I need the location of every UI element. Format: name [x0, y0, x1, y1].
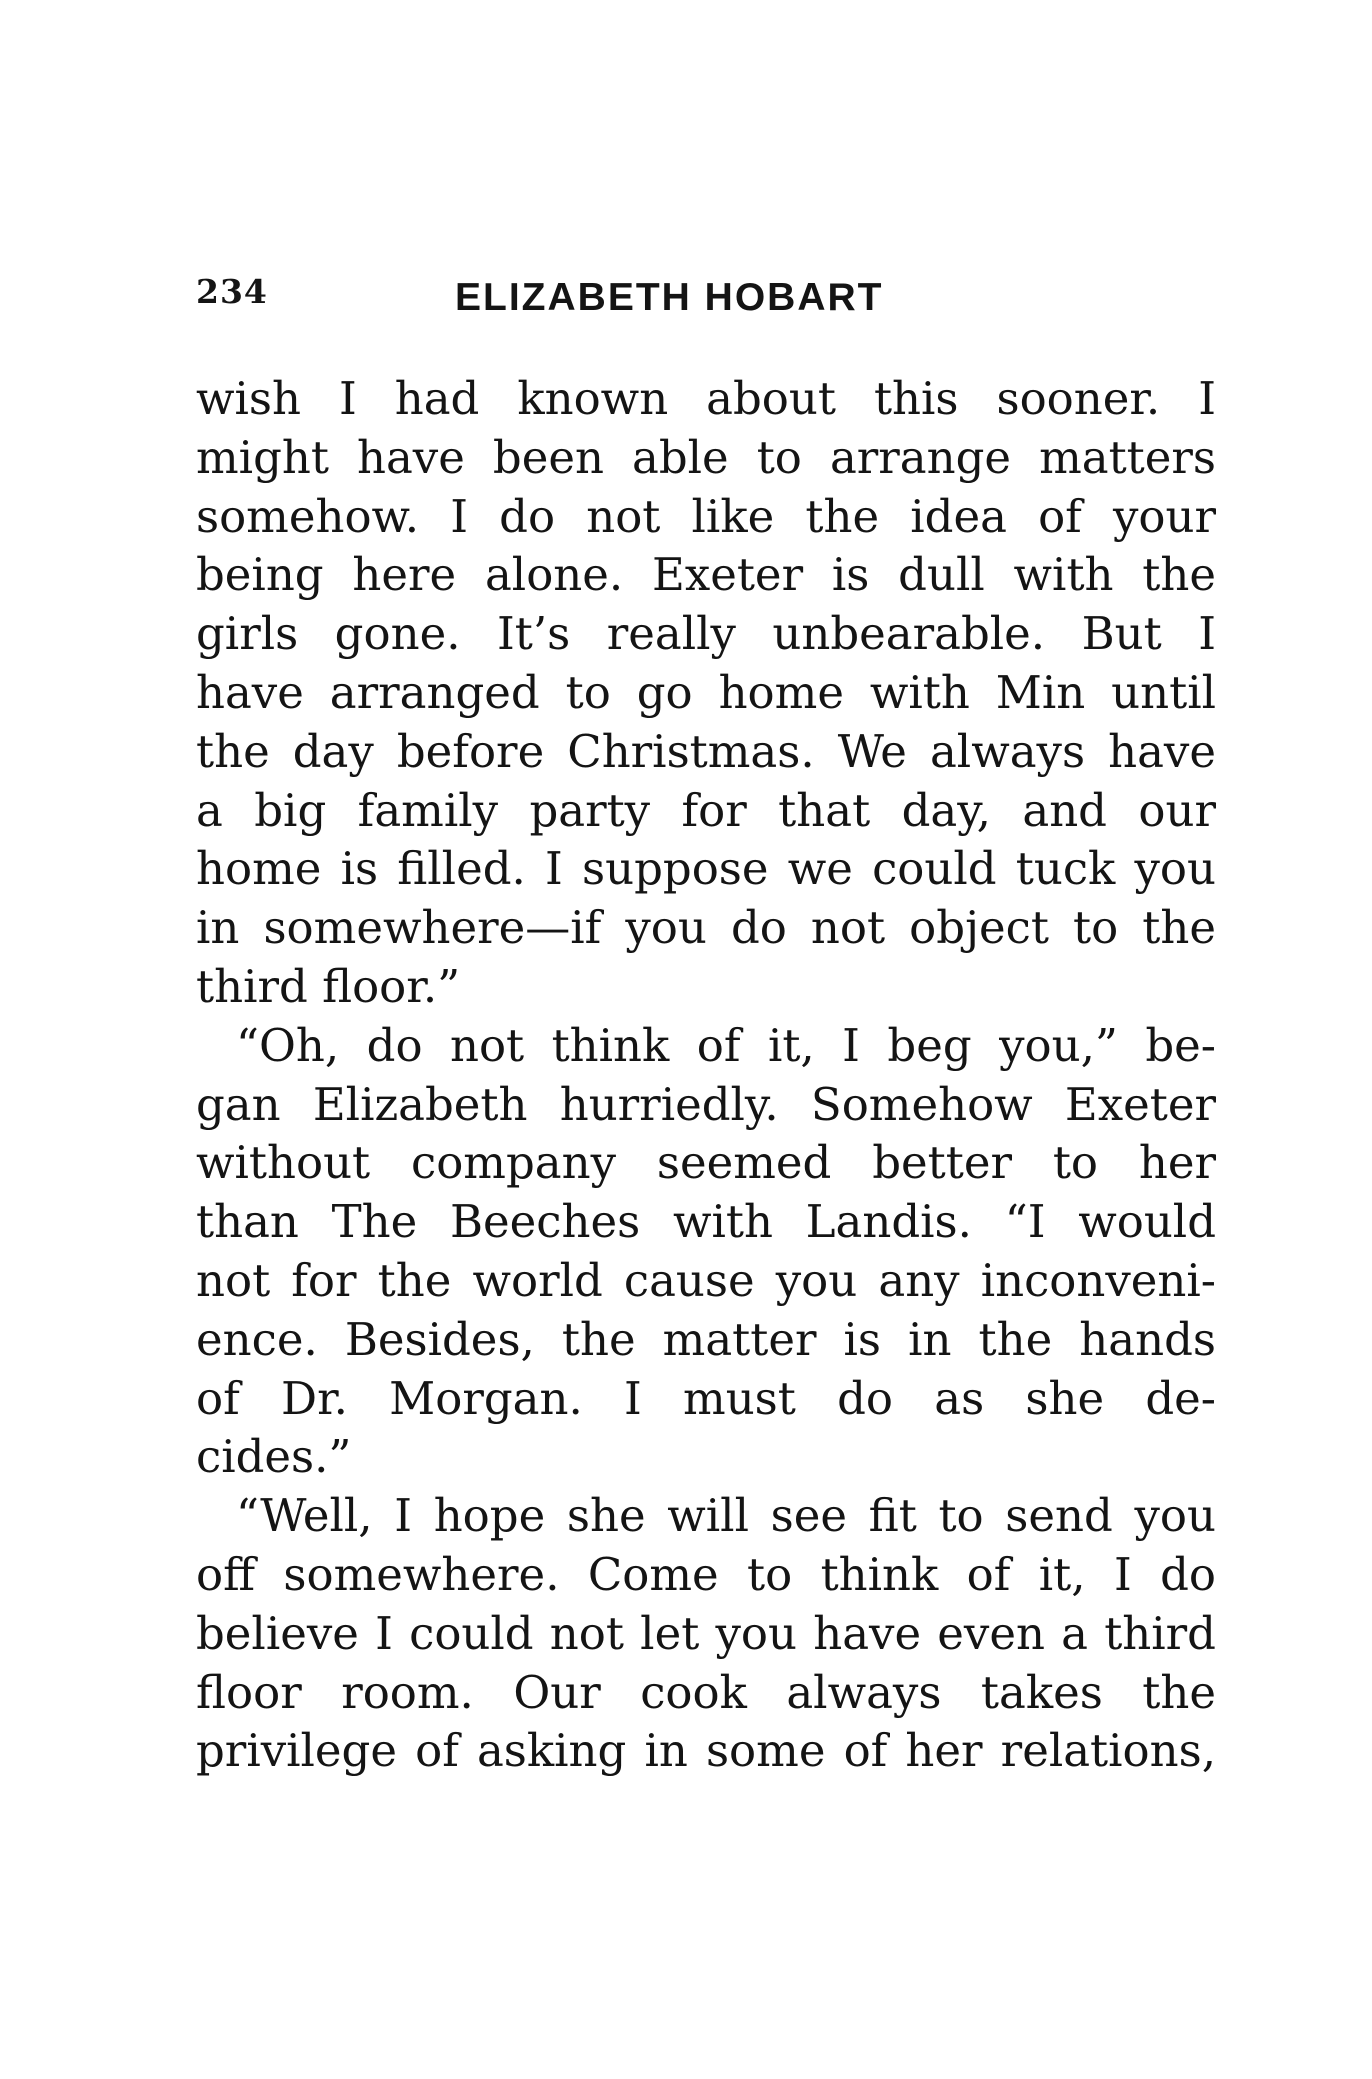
book-title: ELIZABETH HOBART — [455, 276, 884, 319]
text-line: somehow. I do not like the idea of your — [196, 489, 1216, 543]
text-line: floor room. Our cook always takes the — [196, 1665, 1216, 1719]
text-line: off somewhere. Come to think of it, I do — [196, 1547, 1216, 1601]
text-line: might have been able to arrange matters — [196, 430, 1216, 484]
text-line: a big family party for that day, and our — [196, 783, 1216, 837]
text-line: being here alone. Exeter is dull with the — [196, 548, 1216, 602]
text-line: not for the world cause you any inconveni- — [196, 1253, 1216, 1307]
text-line: have arranged to go home with Min until — [196, 665, 1216, 719]
text-line: the day before Christmas. We always have — [196, 724, 1216, 778]
text-line: believe I could not let you have even a third — [196, 1606, 1216, 1660]
running-head — [196, 272, 1216, 332]
text-line: home is filled. I suppose we could tuck you — [196, 842, 1216, 896]
text-line: “Well, I hope she will see fit to send you — [236, 1489, 1216, 1543]
text-line: of Dr. Morgan. I must do as she de- — [196, 1371, 1216, 1425]
text-line: wish I had known about this sooner. I — [196, 372, 1216, 425]
paragraph-3 — [196, 1487, 1216, 1781]
text-line: gan Elizabeth hurriedly. Somehow Exeter — [196, 1077, 1216, 1131]
paragraph-2 — [196, 1017, 1216, 1487]
text-line: ence. Besides, the matter is in the hands — [196, 1312, 1216, 1366]
text-line: privilege of asking in some of her relations, — [196, 1724, 1216, 1778]
text-line: than The Beeches with Landis. “I would — [196, 1195, 1216, 1249]
body-text — [196, 370, 1216, 1781]
text-line: without company seemed better to her — [196, 1136, 1216, 1190]
text-line: in somewhere—if you do not object to the — [196, 901, 1216, 955]
text-line: “Oh, do not think of it, I beg you,” be- — [236, 1018, 1216, 1072]
text-line: third floor.” — [196, 959, 461, 1013]
page-number: 234 — [196, 272, 268, 311]
text-line: girls gone. It’s really unbearable. But I — [196, 607, 1216, 661]
text-line: cides.” — [196, 1430, 352, 1484]
paragraph-1 — [196, 370, 1216, 1017]
